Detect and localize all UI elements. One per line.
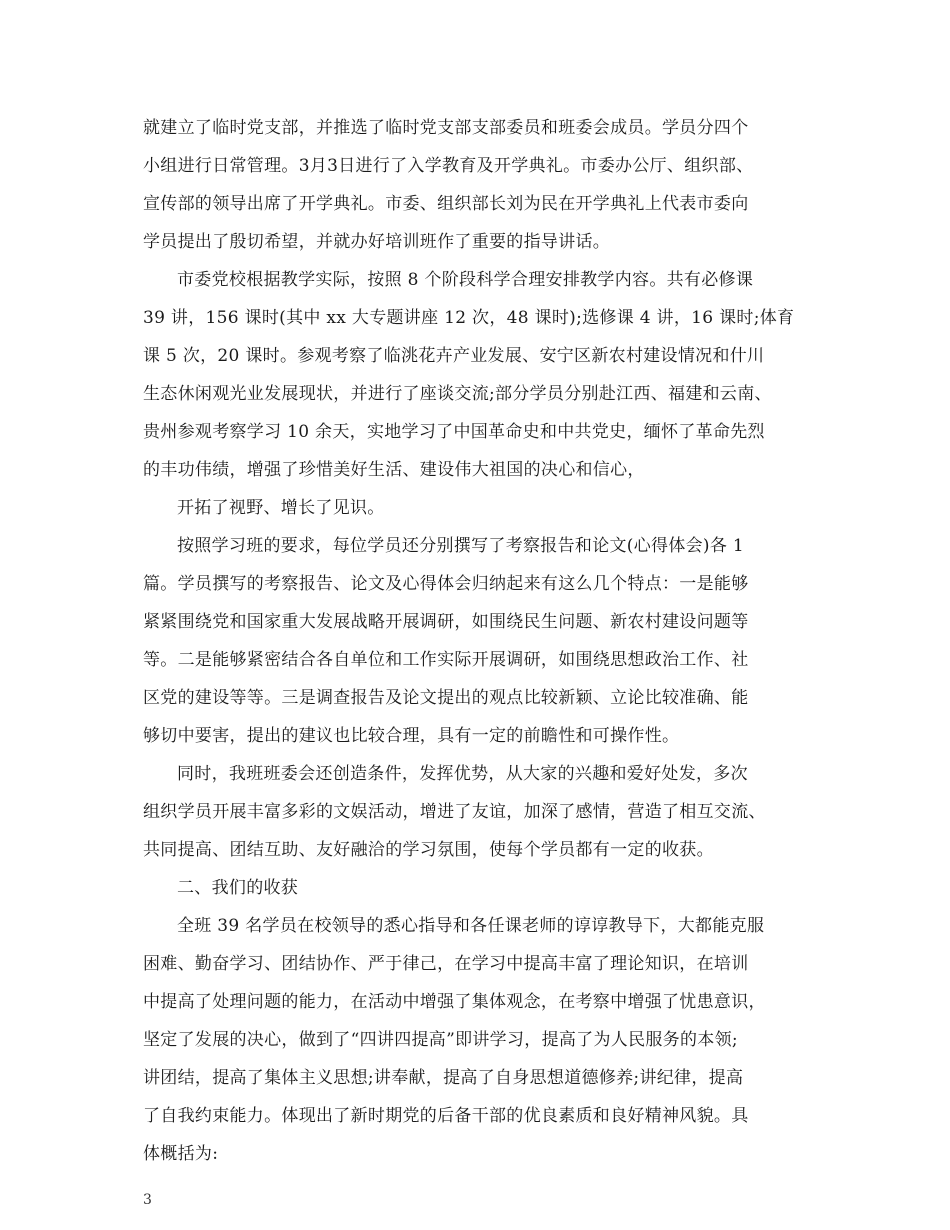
body-text-line: 坚定了发展的决心，做到了“四讲四提高”即讲学习，提高了为人民服务的本领; <box>143 1030 738 1050</box>
body-text-line: 小组进行日常管理。3月3日进行了入学教育及开学典礼。市委办公厅、组织部、 <box>143 156 754 176</box>
body-text-line: 等。二是能够紧密结合各自单位和工作实际开展调研，如围绕思想政治工作、社 <box>143 650 749 670</box>
body-text-line: 贵州参观考察学习 10 余天，实地学习了中国革命史和中共党史，缅怀了革命先烈 <box>143 422 765 442</box>
body-text-line: 篇。学员撰写的考察报告、论文及心得体会归纳起来有这么几个特点：一是能够 <box>143 574 749 594</box>
body-text-line: 共同提高、团结互助、友好融洽的学习氛围，使每个学员都有一定的收获。 <box>143 840 714 860</box>
body-text-line: 中提高了处理问题的能力，在活动中增强了集体观念，在考察中增强了忧患意识， <box>143 992 766 1012</box>
body-text-line: 39 讲，156 课时(其中 xx 大专题讲座 12 次，48 课时);选修课 4 讲，16 课时;体育 <box>143 308 795 328</box>
body-text-line: 学员提出了殷切希望，并就办好培训班作了重要的指导讲话。 <box>143 232 611 252</box>
section-heading: 二、我们的收获 <box>177 878 299 898</box>
body-text-line: 讲团结，提高了集体主义思想;讲奉献，提高了自身思想道德修养;讲纪律，提高 <box>143 1068 744 1088</box>
body-text-line: 体概括为: <box>143 1144 219 1164</box>
body-text-line: 够切中要害，提出的建议也比较合理，具有一定的前瞻性和可操作性。 <box>143 726 680 746</box>
body-text-line: 市委党校根据教学实际，按照 8 个阶段科学合理安排教学内容。共有必修课 <box>177 270 754 290</box>
body-text-line: 开拓了视野、增长了见识。 <box>177 498 385 518</box>
body-text-line: 生态休闲观光业发展现状，并进行了座谈交流;部分学员分别赴江西、福建和云南、 <box>143 384 772 404</box>
page-number: 3 <box>143 1192 152 1208</box>
body-text-line: 宣传部的领导出席了开学典礼。市委、组织部长刘为民在开学典礼上代表市委向 <box>143 194 749 214</box>
body-text-line: 同时，我班班委会还创造条件，发挥优势，从大家的兴趣和爱好处发，多次 <box>177 764 748 784</box>
body-text-line: 紧紧围绕党和国家重大发展战略开展调研，如围绕民生问题、新农村建设问题等 <box>143 612 749 632</box>
body-text-line: 的丰功伟绩，增强了珍惜美好生活、建设伟大祖国的决心和信心， <box>143 460 645 480</box>
body-text-line: 就建立了临时党支部，并推选了临时党支部支部委员和班委会成员。学员分四个 <box>143 118 749 138</box>
body-text-line: 全班 39 名学员在校领导的悉心指导和各任课老师的谆谆教导下，大都能克服 <box>177 916 765 936</box>
body-text-line: 困难、勤奋学习、团结协作、严于律己，在学习中提高丰富了理论知识，在培训 <box>143 954 749 974</box>
body-text-line: 组织学员开展丰富多彩的文娱活动，增进了友谊，加深了感情，营造了相互交流、 <box>143 802 766 822</box>
body-text-line: 区党的建设等等。三是调查报告及论文提出的观点比较新颖、立论比较准确、能 <box>143 688 749 708</box>
body-text-line: 课 5 次，20 课时。参观考察了临洮花卉产业发展、安宁区新农村建设情况和什川 <box>143 346 765 366</box>
body-text-line: 了自我约束能力。体现出了新时期党的后备干部的优良素质和良好精神风貌。具 <box>143 1106 749 1126</box>
body-text-line: 按照学习班的要求，每位学员还分别撰写了考察报告和论文(心得体会)各 1 <box>177 536 744 556</box>
